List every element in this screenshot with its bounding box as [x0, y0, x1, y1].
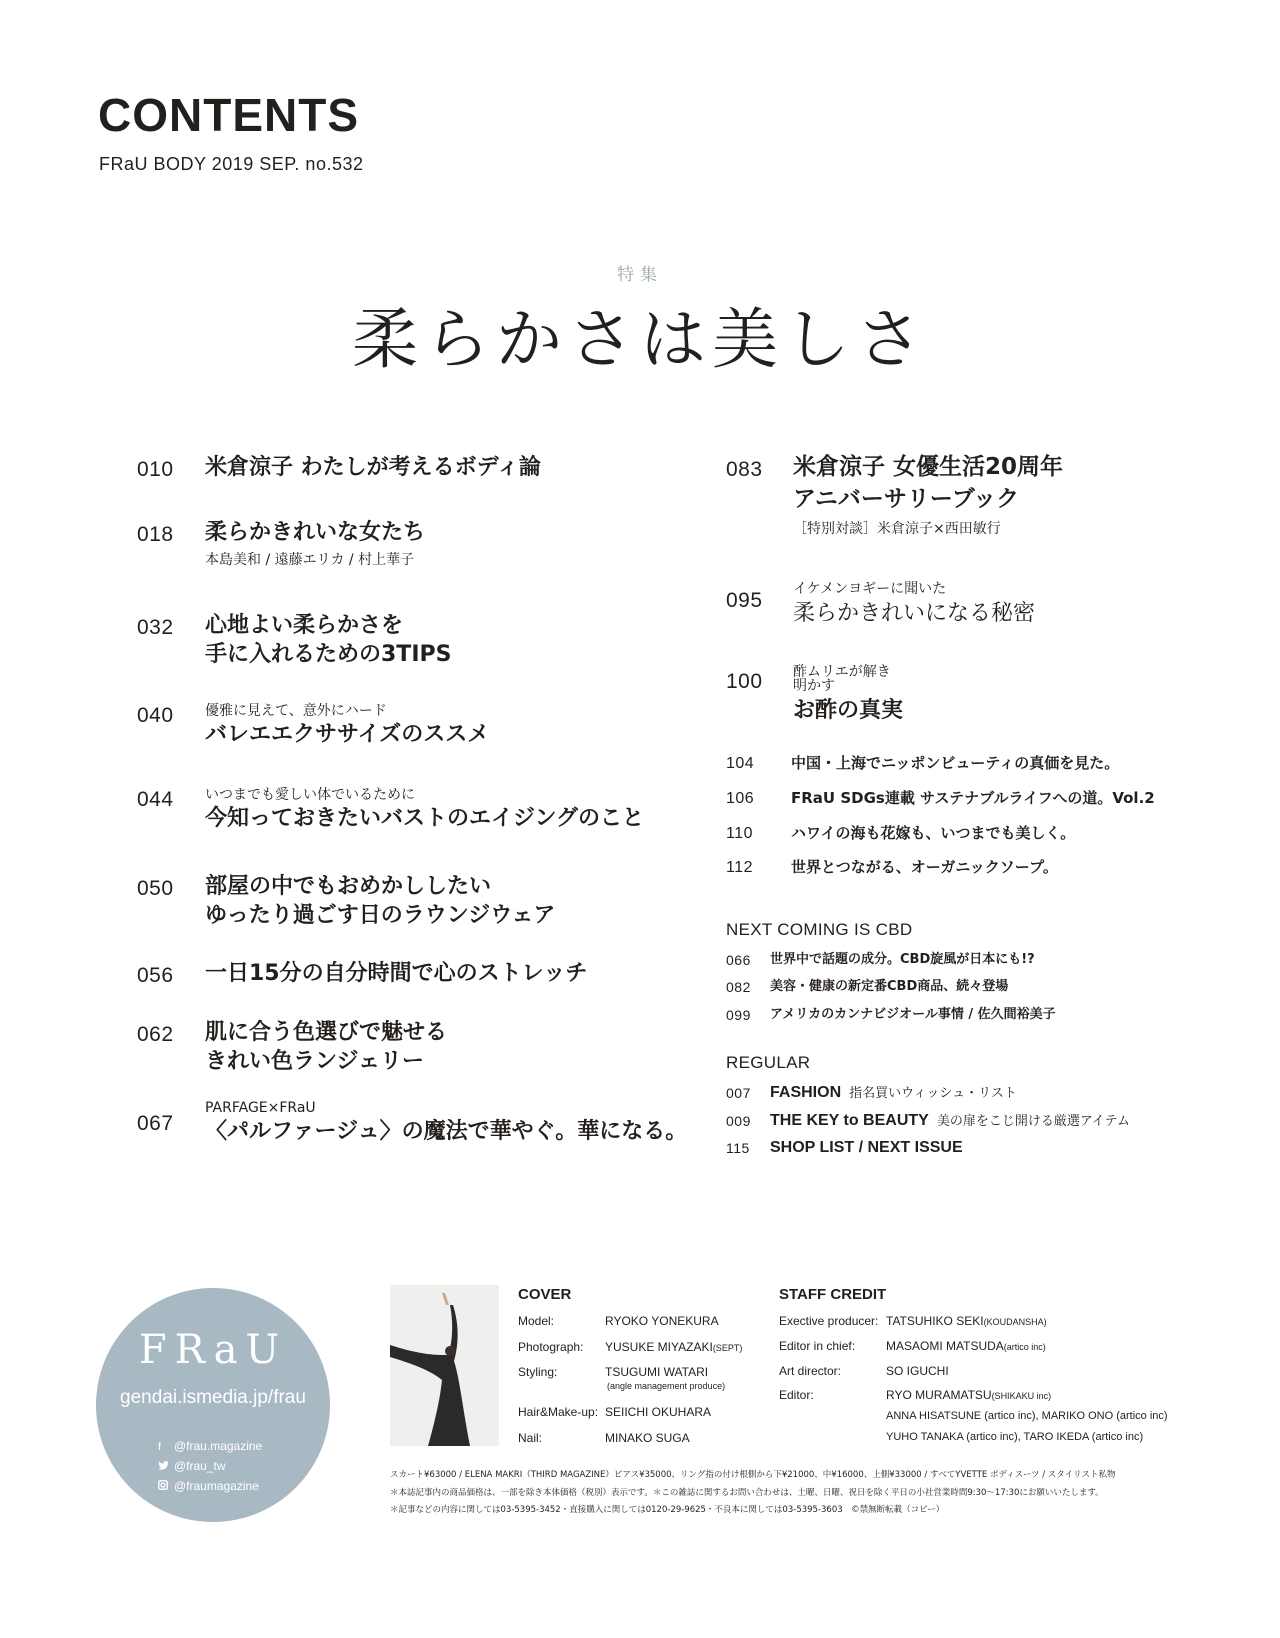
page-number: 032 — [137, 616, 174, 639]
toc-title: 手に入れるための3TIPS — [205, 642, 452, 667]
toc-kicker: 優雅に見えて、意外にハード — [205, 703, 387, 719]
fine-print: ＊本誌記事内の商品価格は、一部を除き本体価格（税別）表示です。＊この雑誌に関するお問い合わせは、土曜、日曜、祝日を除く平日の小社営業時間9:30〜17:30にお願いいたします。 — [390, 1488, 1104, 1498]
social-twitter[interactable] — [158, 1460, 226, 1473]
page-number: 018 — [137, 523, 174, 546]
toc-title: 〈パルファージュ〉の魔法で華やぐ。華になる。 — [205, 1119, 688, 1144]
page-number: 007 — [726, 1085, 751, 1101]
toc-title: 心地よい柔らかさを — [205, 613, 404, 638]
social-handle: @frau_tw — [174, 1459, 226, 1473]
instagram-icon — [158, 1480, 170, 1493]
toc-title: 米倉涼子 女優生活20周年 — [793, 454, 1064, 480]
toc-title: ハワイの海も花嫁も、いつまでも美しく。 — [791, 824, 1076, 842]
toc-title: アメリカのカンナビジオール事情 / 佐久間裕美子 — [770, 1007, 1056, 1022]
page-number: 115 — [726, 1140, 750, 1156]
issue-label: FRaU BODY 2019 SEP. no.532 — [99, 154, 364, 174]
toc-title: バレエエクササイズのススメ — [205, 722, 490, 747]
facebook-icon: f — [158, 1441, 162, 1453]
page-title: CONTENTS — [98, 89, 359, 141]
toc-description: 美の扉をこじ開ける厳選アイテム — [936, 1114, 1131, 1129]
fine-print: スカート¥63000 / ELENA MAKRI（THIRD MAGAZINE）ピアス¥35000、リング指の付け根側から下¥21000、中¥16000、上側¥33000 / すべてYVETTE ボディスーツ / スタイリスト私物 — [390, 1470, 1116, 1480]
page-number: 095 — [726, 589, 763, 612]
toc-title: 部屋の中でもおめかししたい — [205, 874, 492, 899]
page-number: 067 — [137, 1112, 174, 1135]
feature-title: 柔らかさは美しさ — [352, 301, 928, 378]
page-number: 010 — [137, 458, 174, 481]
toc-title: 米倉涼子 わたしが考えるボディ論 — [205, 455, 541, 480]
staff-heading: STAFF CREDIT — [779, 1286, 887, 1303]
page-number: 110 — [726, 825, 754, 842]
cover-photo — [390, 1285, 499, 1446]
brand-circle — [96, 1288, 330, 1522]
page-number: 050 — [137, 877, 174, 900]
page-number: 112 — [726, 859, 754, 876]
page-number: 099 — [726, 1007, 751, 1023]
toc-subtitle: 本島美和 / 遠藤エリカ / 村上華子 — [205, 552, 415, 568]
toc-title: きれい色ランジェリー — [205, 1049, 425, 1074]
page-number: 062 — [137, 1023, 174, 1046]
feature-label: 特集 — [617, 265, 663, 285]
toc-title: 柔らかきれいになる秘密 — [793, 601, 1036, 626]
page-number: 082 — [726, 979, 751, 995]
toc-kicker: PARFAGE×FRaU — [205, 1100, 316, 1116]
toc-title: 世界中で話題の成分。CBD旋風が日本にも!? — [770, 952, 1035, 967]
page-number: 009 — [726, 1113, 751, 1129]
page-number: 104 — [726, 755, 755, 772]
frau-logo: FRaU — [138, 1327, 288, 1373]
fine-print: ＊記事などの内容に関しては03-5395-3452・直接購入に関しては0120-29-9625・不良本に関しては03-5395-3603 ©禁無断転載（コピー） — [390, 1505, 945, 1515]
toc-title: アニバーサリーブック — [793, 486, 1020, 512]
social-handle: @frau.magazine — [174, 1439, 263, 1453]
toc-title: THE KEY to BEAUTY — [770, 1112, 929, 1129]
page-number: 066 — [726, 952, 751, 968]
toc-kicker: 酢ムリエが解き明かす — [793, 664, 891, 694]
toc-title: 世界とつながる、オーガニックソープ。 — [791, 858, 1058, 876]
section-heading-regular: REGULAR — [726, 1053, 811, 1072]
page-number: 106 — [726, 790, 755, 807]
page-number: 083 — [726, 458, 763, 481]
page-number: 040 — [137, 704, 174, 727]
toc-title: ゆったり過ごす日のラウンジウェア — [205, 903, 556, 928]
section-heading-cbd: NEXT COMING IS CBD — [726, 920, 913, 939]
toc-title: お酢の真実 — [793, 698, 904, 723]
social-facebook[interactable] — [158, 1440, 262, 1453]
toc-title: 美容・健康の新定番CBD商品、続々登場 — [770, 979, 1009, 994]
toc-subtitle: ［特別対談］米倉涼子×西田敏行 — [793, 521, 1001, 537]
toc-description: 指名買いウィッシュ・リスト — [849, 1086, 1017, 1101]
page-number: 044 — [137, 788, 174, 811]
toc-title: 柔らかきれいな女たち — [205, 520, 426, 545]
toc-title: SHOP LIST / NEXT ISSUE — [770, 1139, 963, 1156]
toc-kicker: いつまでも愛しい体でいるために — [205, 787, 415, 803]
toc-left-column — [137, 455, 697, 1175]
page-number: 056 — [137, 964, 174, 987]
toc-title: FRaU SDGs連載 サステナブルライフへの道。Vol.2 — [791, 789, 1155, 807]
toc-right-column — [726, 455, 1206, 1175]
social-handle: @fraumagazine — [174, 1479, 259, 1493]
toc-title: 肌に合う色選びで魅せる — [205, 1020, 448, 1045]
toc-title: FASHION — [770, 1084, 842, 1101]
twitter-icon — [158, 1461, 170, 1473]
page-number: 100 — [726, 670, 763, 693]
website-link[interactable]: gendai.ismedia.jp/frau — [120, 1387, 306, 1408]
toc-title: 中国・上海でニッポンビューティの真価を見た。 — [791, 754, 1120, 772]
cover-heading: COVER — [518, 1286, 572, 1303]
social-instagram[interactable] — [158, 1480, 259, 1493]
toc-kicker: イケメンヨギーに聞いた — [793, 581, 947, 597]
toc-title: 今知っておきたいバストのエイジングのこと — [205, 806, 645, 831]
toc-title: 一日15分の自分時間で心のストレッチ — [205, 961, 588, 986]
